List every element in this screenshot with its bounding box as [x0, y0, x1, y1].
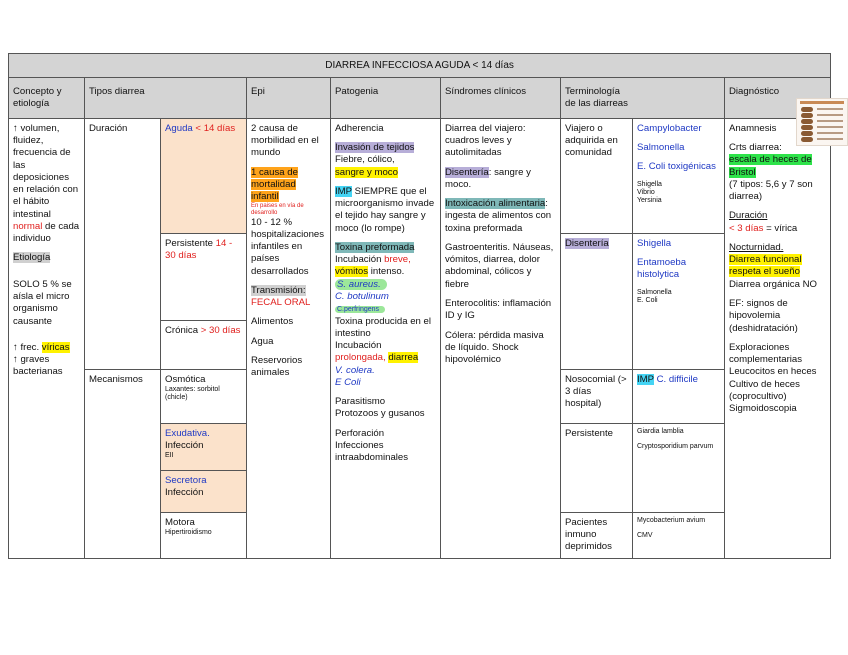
patogenia-cell: Adherencia Invasión de tejidos Fiebre, cólico, sangre y moco IMP SIEMPRE que el microorganismo invade el tejido hay sangre y moco (lo rompe) Toxina preformada Incubación breve, vómitos intenso. S. aureus. C. botulinum C.perfringens Toxina producida en el intestino Incubación prolongada, diarrea V. colera. E Coli Parasitismo Protozoos y gusanos Perforación Infecciones intraabdominales — [331, 118, 441, 558]
header-epi: Epi — [247, 77, 331, 118]
term-inmunodeprimidos-agents: Mycobacterium avium CMV — [633, 512, 725, 558]
term-disenteria-agents: Shigella Entamoeba histolytica Salmonella E. Coli — [633, 233, 725, 369]
secretora-cell: Secretora Infección — [161, 470, 247, 512]
motora-cell: Motora Hipertiroidismo — [161, 512, 247, 558]
header-sindromes: Síndromes clínicos — [441, 77, 561, 118]
term-inmunodeprimidos: Pacientes inmuno deprimidos — [561, 512, 633, 558]
bristol-scale-thumbnail — [796, 98, 848, 146]
header-terminologia: Terminología de las diarreas — [561, 77, 633, 118]
diarrea-table-container — [8, 53, 831, 559]
concepto-cell: ↑ volumen, fluidez, frecuencia de las deposiciones en relación con el hábito intestinal normal de cada individuo Etiología SOLO 5 % se aísla el micro organismo causante ↑ frec. víricas ↑ graves bacterianas — [9, 118, 85, 558]
duracion-label: Duración — [85, 118, 161, 369]
term-nosocomial: Nosocomial (> 3 días hospital) — [561, 369, 633, 423]
header-tipos: Tipos diarrea — [85, 77, 161, 118]
sindromes-cell: Diarrea del viajero: cuadros leves y autolimitadas Disentería: sangre y moco. Intoxicación alimentaria: ingesta de alimentos con toxina preformada Gastroenteritis. Náuseas, vómitos, diarrea, dolor abdominal, cólicos y fiebre Enterocolitis: inflamación ID y IG Cólera: pérdida masiva de líquido. Shock hipovolémico — [441, 118, 561, 558]
diagnostico-cell: Anamnesis Crts diarrea: escala de heces de Bristol (7 tipos: 5,6 y 7 son diarrea) Duración < 3 días = vírica Nocturnidad. Diarrea funcional respeta el sueño Diarrea orgánica NO EF: signos de hipovolemia (deshidratación) Exploraciones complementarias Leucocitos en heces Cultivo de heces (coprocultivo) Sigmoidoscopia — [725, 118, 831, 558]
etiologia-label: Etiología — [13, 252, 51, 264]
term-disenteria: Disentería — [561, 233, 633, 369]
cronica-cell: Crónica > 30 días — [161, 320, 247, 369]
term-viajero-agents: Campylobacter Salmonella E. Coli toxigénicas Shigella Vibrio Yersinia — [633, 118, 725, 233]
osmotica-cell: Osmótica Laxantes: sorbitol (chicle) — [161, 369, 247, 423]
header-concepto: Concepto y etiología — [9, 77, 85, 118]
header-row — [9, 77, 831, 118]
term-persistente: Persistente — [561, 423, 633, 512]
diarrea-table — [8, 53, 831, 559]
term-nosocomial-agents: IMP C. difficile — [633, 369, 725, 423]
term-persistente-agents: Giardia lamblia Cryptosporidium parvum — [633, 423, 725, 512]
header-diagnostico: Diagnóstico — [725, 77, 831, 118]
epi-cell: 2 causa de morbilidad en el mundo 1 causa de mortalidad infantil En paises en vía de desarrollo 10 - 12 % hospitalizaciones infantiles en países desarrollados Transmisión: FECAL ORAL Alimentos Agua Reservorios animales — [247, 118, 331, 558]
table-title: DIARREA INFECCIOSA AGUDA < 14 días — [9, 54, 831, 78]
exudativa-cell: Exudativa. Infección EII — [161, 423, 247, 470]
aguda-cell: Aguda < 14 días — [161, 118, 247, 233]
header-patogenia: Patogenia — [331, 77, 441, 118]
mecanismos-label: Mecanismos — [85, 369, 161, 558]
persistente-cell: Persistente 14 - 30 días — [161, 233, 247, 320]
term-viajero: Viajero o adquirida en comunidad — [561, 118, 633, 233]
